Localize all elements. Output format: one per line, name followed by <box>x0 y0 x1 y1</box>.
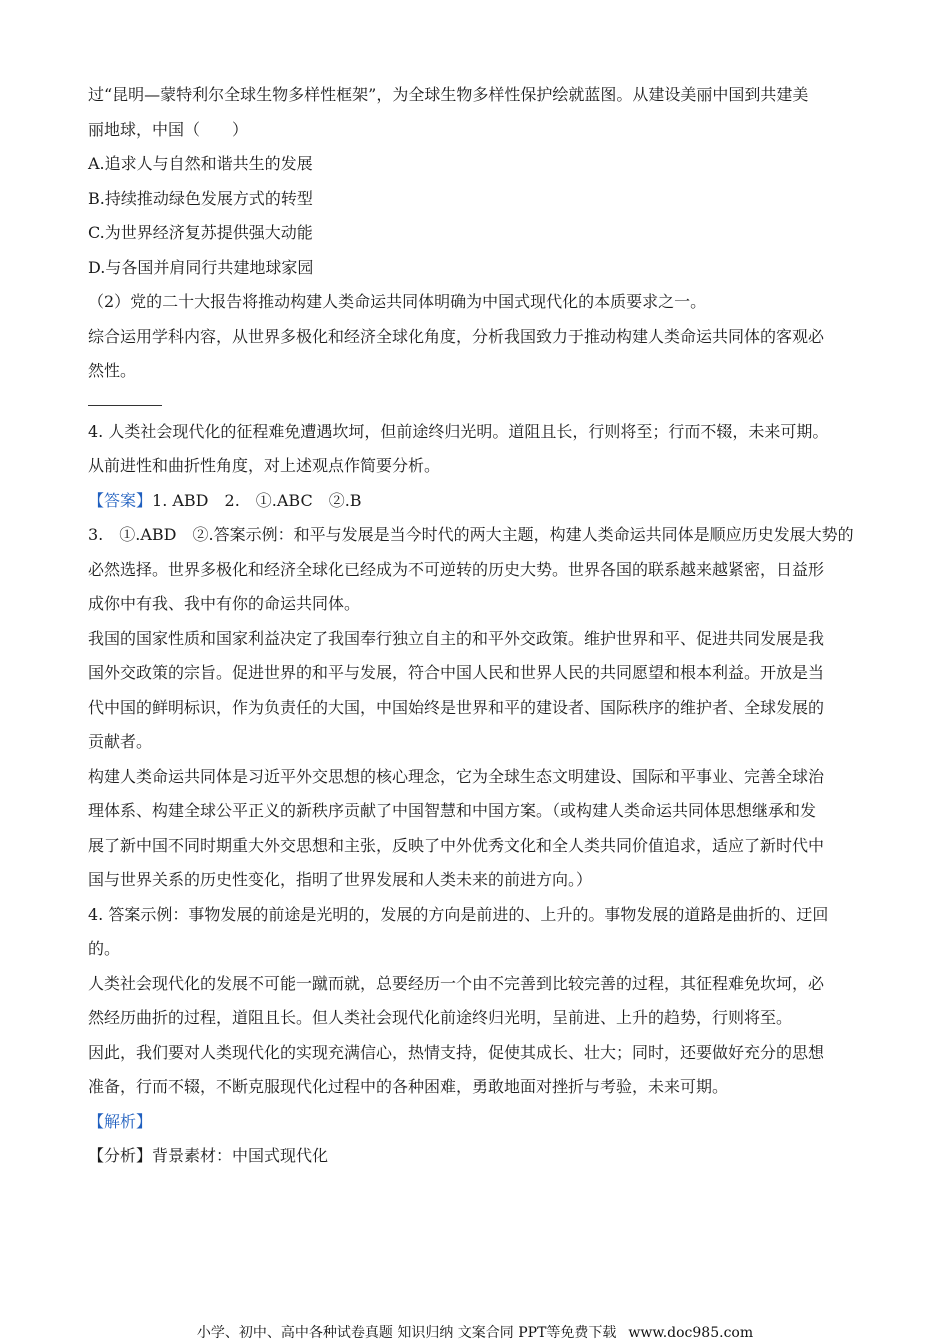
answer-3-para2-line: 我国的国家性质和国家利益决定了我国奉行独立自主的和平外交政策。维护世界和平、促进共同发展是我 <box>88 628 825 648</box>
option-a: A.追求人与自然和谐共生的发展 <box>88 154 313 173</box>
fenxi-line <box>88 1139 868 1174</box>
answer-3-para3-line: 构建人类命运共同体是习近平外交思想的核心理念，它为全球生态文明建设、国际和平事业、完善全球治 <box>88 766 825 786</box>
question-4-line: 4. 人类社会现代化的征程难免遭遇坎坷，但前途终归光明。道阻且长，行则将至；行而不辍，未来可期。 <box>88 421 829 441</box>
analysis-tag-line <box>88 1105 868 1140</box>
answer-3-line: 成你中有我、我中有你的命运共同体。 <box>88 594 361 613</box>
answer-3-para2-line: 贡献者。 <box>88 732 153 751</box>
analysis-tag: 【解析】 <box>88 1111 153 1131</box>
answer-4-para2-line: 人类社会现代化的发展不可能一蹴而就，总要经历一个由不完善到比较完善的过程，其征程难免坎坷，必 <box>88 973 825 993</box>
answer-3-para3-line: 理体系、构建全球公平正义的新秩序贡献了中国智慧和中国方案。（或构建人类命运共同体思想继承和发 <box>88 801 817 820</box>
answer-4-line: 的。 <box>88 939 121 958</box>
answer-4-line: 4. 答案示例：事物发展的前途是光明的，发展的方向是前进的、上升的。事物发展的道路是曲折的、迂回 <box>88 904 829 924</box>
answer-4-para3-line: 准备，行而不辍，不断克服现代化过程中的各种困难，勇敢地面对挫折与考验，未来可期。 <box>88 1077 729 1096</box>
subquestion-2-line: 然性。 <box>88 361 137 380</box>
answer-blank-line <box>88 405 162 406</box>
answer-3-line: 必然选择。世界多极化和经济全球化已经成为不可逆转的历史大势。世界各国的联系越来越紧密，日益形 <box>88 559 825 579</box>
question-stem-line: 过“昆明—蒙特利尔全球生物多样性框架”，为全球生物多样性保护绘就蓝图。从建设美丽中国到共建美 <box>88 85 809 104</box>
footer-text: 小学、初中、高中各种试卷真题 知识归纳 文案合同 PPT等免费下载 <box>196 1325 617 1341</box>
option-c: C.为世界经济复苏提供强大动能 <box>88 223 313 242</box>
answer-3-para2-line: 国外交政策的宗旨。促进世界的和平与发展，符合中国人民和世界人民的共同愿望和根本利益。开放是当 <box>88 663 825 682</box>
fenxi-tag: 【分析】 <box>88 1146 153 1165</box>
answer-3-para3-line: 国与世界关系的历史性变化，指明了世界发展和人类未来的前进方向。） <box>88 870 593 889</box>
answer-values: 1. ABD 2. ①.ABC ②.B <box>152 490 362 510</box>
answer-4-para2-line: 然经历曲折的过程，道阻且长。但人类社会现代化前途终归光明，呈前进、上升的趋势，行则将至。 <box>88 1008 793 1027</box>
footer-url[interactable]: www.doc985.com <box>628 1325 754 1341</box>
question-4-line: 从前进性和曲折性角度，对上述观点作简要分析。 <box>88 456 441 475</box>
option-d: D.与各国并肩同行共建地球家园 <box>88 257 314 277</box>
option-b: B.持续推动绿色发展方式的转型 <box>88 188 313 208</box>
document-body <box>88 78 868 1174</box>
answer-tag: 【答案】 <box>88 490 153 510</box>
answer-4-para3-line: 因此，我们要对人类现代化的实现充满信心，热情支持，促使其成长、壮大；同时，还要做好充分的思想 <box>88 1042 825 1062</box>
answer-3-para3-line: 展了新中国不同时期重大外交思想和主张，反映了中外优秀文化和全人类共同价值追求，适应了新时代中 <box>88 835 825 855</box>
answer-line <box>88 484 868 519</box>
answer-3-para2-line: 代中国的鲜明标识，作为负责任的大国，中国始终是世界和平的建设者、国际秩序的维护者、全球发展的 <box>88 697 825 717</box>
subquestion-2-line: 综合运用学科内容，从世界多极化和经济全球化角度，分析我国致力于推动构建人类命运共同体的客观必 <box>88 326 825 346</box>
subquestion-2-line: （2）党的二十大报告将推动构建人类命运共同体明确为中国式现代化的本质要求之一。 <box>88 292 707 311</box>
answer-3-line: 3. ①.ABD ②.答案示例：和平与发展是当今时代的两大主题，构建人类命运共同体是顺应历史发展大势的 <box>88 525 854 544</box>
page-footer <box>0 1322 950 1342</box>
question-stem-line: 丽地球，中国（ ） <box>88 119 249 139</box>
fenxi-text: 背景素材：中国式现代化 <box>152 1146 329 1165</box>
